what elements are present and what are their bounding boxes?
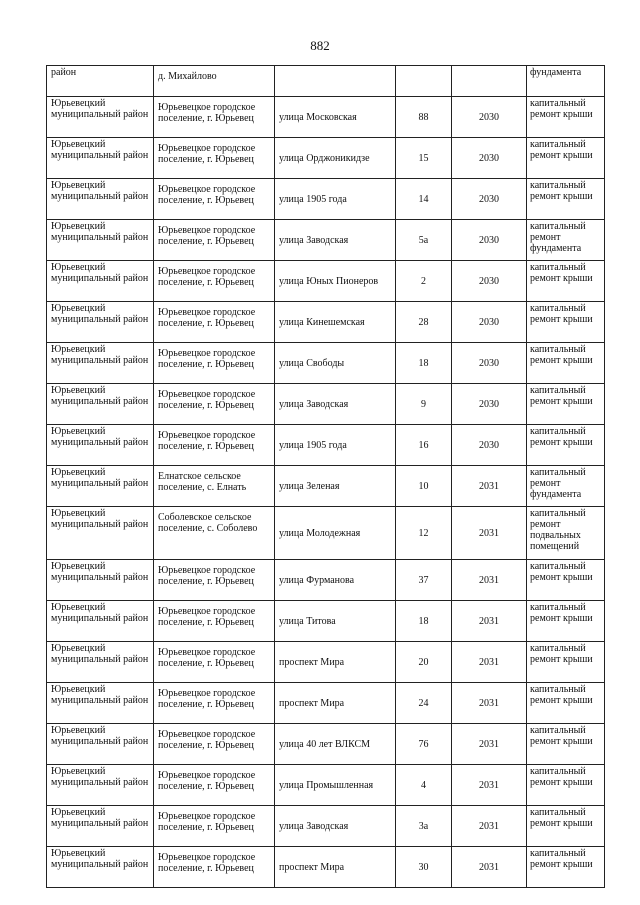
settlement-cell: Юрьевецкое городское поселение, г. Юрьевец: [154, 601, 275, 642]
year-cell: 2030: [452, 302, 527, 343]
table-row: [47, 384, 605, 425]
page-number: 882: [310, 38, 330, 53]
year-cell: 2031: [452, 642, 527, 683]
work-type-cell: капитальный ремонт крыши: [527, 683, 605, 724]
settlement-cell: Юрьевецкое городское поселение, г. Юрьевец: [154, 765, 275, 806]
house-number-cell: 15: [396, 138, 452, 179]
year-cell: 2031: [452, 601, 527, 642]
year-cell: 2031: [452, 560, 527, 601]
settlement-cell: Соболевское сельское поселение, с. Соболево: [154, 507, 275, 560]
district-cell: Юрьевецкий муниципальный район: [47, 384, 154, 425]
work-type-cell: капитальный ремонт подвальных помещений: [527, 507, 605, 560]
year-cell: 2030: [452, 384, 527, 425]
settlement-cell: Юрьевецкое городское поселение, г. Юрьевец: [154, 384, 275, 425]
year-cell: 2031: [452, 507, 527, 560]
house-number-cell: 76: [396, 724, 452, 765]
district-cell: Юрьевецкий муниципальный район: [47, 220, 154, 261]
street-cell: [275, 66, 396, 97]
district-cell: Юрьевецкий муниципальный район: [47, 847, 154, 888]
house-number-cell: 88: [396, 97, 452, 138]
settlement-cell: Юрьевецкое городское поселение, г. Юрьевец: [154, 220, 275, 261]
settlement-cell: Юрьевецкое городское поселение, г. Юрьевец: [154, 138, 275, 179]
house-number-cell: 12: [396, 507, 452, 560]
year-cell: 2030: [452, 138, 527, 179]
settlement-cell: Елнатское сельское поселение, с. Елнать: [154, 466, 275, 507]
work-type-cell: капитальный ремонт крыши: [527, 847, 605, 888]
work-type-cell: капитальный ремонт крыши: [527, 261, 605, 302]
work-type-cell: капитальный ремонт крыши: [527, 343, 605, 384]
work-type-cell: капитальный ремонт крыши: [527, 384, 605, 425]
table-row: [47, 847, 605, 888]
district-cell: Юрьевецкий муниципальный район: [47, 343, 154, 384]
settlement-cell: Юрьевецкое городское поселение, г. Юрьевец: [154, 302, 275, 343]
settlement-cell: д. Михайлово: [154, 66, 275, 97]
house-number-cell: 3а: [396, 806, 452, 847]
district-cell: Юрьевецкий муниципальный район: [47, 425, 154, 466]
district-cell: Юрьевецкий муниципальный район: [47, 683, 154, 724]
table-row: [47, 97, 605, 138]
work-type-cell: капитальный ремонт крыши: [527, 724, 605, 765]
work-type-cell: капитальный ремонт крыши: [527, 179, 605, 220]
work-type-cell: капитальный ремонт крыши: [527, 601, 605, 642]
settlement-cell: Юрьевецкое городское поселение, г. Юрьевец: [154, 425, 275, 466]
house-number-cell: 18: [396, 601, 452, 642]
settlement-cell: Юрьевецкое городское поселение, г. Юрьевец: [154, 724, 275, 765]
settlement-cell: Юрьевецкое городское поселение, г. Юрьевец: [154, 847, 275, 888]
street-cell: улица Свободы: [275, 343, 396, 384]
work-type-cell: капитальный ремонт крыши: [527, 560, 605, 601]
year-cell: 2031: [452, 847, 527, 888]
table-row: [47, 220, 605, 261]
settlement-cell: Юрьевецкое городское поселение, г. Юрьевец: [154, 642, 275, 683]
table-row: [47, 642, 605, 683]
year-cell: 2030: [452, 97, 527, 138]
settlement-cell: Юрьевецкое городское поселение, г. Юрьевец: [154, 97, 275, 138]
house-number-cell: 30: [396, 847, 452, 888]
year-cell: [452, 66, 527, 97]
table-row: [47, 683, 605, 724]
work-type-cell: капитальный ремонт крыши: [527, 806, 605, 847]
district-cell: Юрьевецкий муниципальный район: [47, 302, 154, 343]
year-cell: 2030: [452, 343, 527, 384]
street-cell: улица Зеленая: [275, 466, 396, 507]
table-row: [47, 261, 605, 302]
street-cell: улица Юных Пионеров: [275, 261, 396, 302]
street-cell: улица Заводская: [275, 806, 396, 847]
street-cell: улица Заводская: [275, 220, 396, 261]
work-type-cell: капитальный ремонт крыши: [527, 97, 605, 138]
table-row: [47, 765, 605, 806]
work-type-cell: капитальный ремонт крыши: [527, 642, 605, 683]
settlement-cell: Юрьевецкое городское поселение, г. Юрьевец: [154, 261, 275, 302]
work-type-cell: фундамента: [527, 66, 605, 97]
table-row: [47, 601, 605, 642]
settlement-cell: Юрьевецкое городское поселение, г. Юрьевец: [154, 179, 275, 220]
street-cell: улица 40 лет ВЛКСМ: [275, 724, 396, 765]
year-cell: 2031: [452, 466, 527, 507]
work-type-cell: капитальный ремонт крыши: [527, 765, 605, 806]
district-cell: Юрьевецкий муниципальный район: [47, 179, 154, 220]
house-number-cell: 10: [396, 466, 452, 507]
settlement-cell: Юрьевецкое городское поселение, г. Юрьевец: [154, 683, 275, 724]
year-cell: 2031: [452, 724, 527, 765]
house-number-cell: 5а: [396, 220, 452, 261]
year-cell: 2030: [452, 261, 527, 302]
street-cell: улица Московская: [275, 97, 396, 138]
year-cell: 2030: [452, 220, 527, 261]
district-cell: район: [47, 66, 154, 97]
settlement-cell: Юрьевецкое городское поселение, г. Юрьевец: [154, 560, 275, 601]
work-type-cell: капитальный ремонт фундамента: [527, 220, 605, 261]
street-cell: улица Молодежная: [275, 507, 396, 560]
district-cell: Юрьевецкий муниципальный район: [47, 642, 154, 683]
year-cell: 2030: [452, 179, 527, 220]
street-cell: улица Промышленная: [275, 765, 396, 806]
house-number-cell: [396, 66, 452, 97]
district-cell: Юрьевецкий муниципальный район: [47, 97, 154, 138]
street-cell: улица Фурманова: [275, 560, 396, 601]
house-number-cell: 4: [396, 765, 452, 806]
table-row: [47, 507, 605, 560]
table-row: [47, 138, 605, 179]
house-number-cell: 16: [396, 425, 452, 466]
house-number-cell: 28: [396, 302, 452, 343]
house-number-cell: 24: [396, 683, 452, 724]
district-cell: Юрьевецкий муниципальный район: [47, 560, 154, 601]
year-cell: 2030: [452, 425, 527, 466]
street-cell: улица Орджоникидзе: [275, 138, 396, 179]
table-row-continued: [47, 66, 605, 97]
street-cell: проспект Мира: [275, 683, 396, 724]
street-cell: улица 1905 года: [275, 425, 396, 466]
district-cell: Юрьевецкий муниципальный район: [47, 765, 154, 806]
work-type-cell: капитальный ремонт крыши: [527, 425, 605, 466]
year-cell: 2031: [452, 806, 527, 847]
district-cell: Юрьевецкий муниципальный район: [47, 806, 154, 847]
settlement-cell: Юрьевецкое городское поселение, г. Юрьевец: [154, 343, 275, 384]
street-cell: проспект Мира: [275, 642, 396, 683]
district-cell: Юрьевецкий муниципальный район: [47, 507, 154, 560]
work-type-cell: капитальный ремонт крыши: [527, 302, 605, 343]
district-cell: Юрьевецкий муниципальный район: [47, 724, 154, 765]
table-row: [47, 806, 605, 847]
year-cell: 2031: [452, 765, 527, 806]
street-cell: проспект Мира: [275, 847, 396, 888]
house-number-cell: 14: [396, 179, 452, 220]
work-type-cell: капитальный ремонт фундамента: [527, 466, 605, 507]
table-row: [47, 724, 605, 765]
table-row: [47, 302, 605, 343]
house-number-cell: 2: [396, 261, 452, 302]
table-row: [47, 425, 605, 466]
work-type-cell: капитальный ремонт крыши: [527, 138, 605, 179]
repair-schedule-table: [46, 65, 605, 888]
district-cell: Юрьевецкий муниципальный район: [47, 261, 154, 302]
district-cell: Юрьевецкий муниципальный район: [47, 138, 154, 179]
house-number-cell: 20: [396, 642, 452, 683]
house-number-cell: 37: [396, 560, 452, 601]
street-cell: улица 1905 года: [275, 179, 396, 220]
house-number-cell: 18: [396, 343, 452, 384]
district-cell: Юрьевецкий муниципальный район: [47, 466, 154, 507]
table-body: [47, 66, 605, 888]
table-row: [47, 466, 605, 507]
year-cell: 2031: [452, 683, 527, 724]
street-cell: улица Кинешемская: [275, 302, 396, 343]
street-cell: улица Титова: [275, 601, 396, 642]
house-number-cell: 9: [396, 384, 452, 425]
table-row: [47, 560, 605, 601]
street-cell: улица Заводская: [275, 384, 396, 425]
settlement-cell: Юрьевецкое городское поселение, г. Юрьевец: [154, 806, 275, 847]
district-cell: Юрьевецкий муниципальный район: [47, 601, 154, 642]
table-row: [47, 343, 605, 384]
table-row: [47, 179, 605, 220]
